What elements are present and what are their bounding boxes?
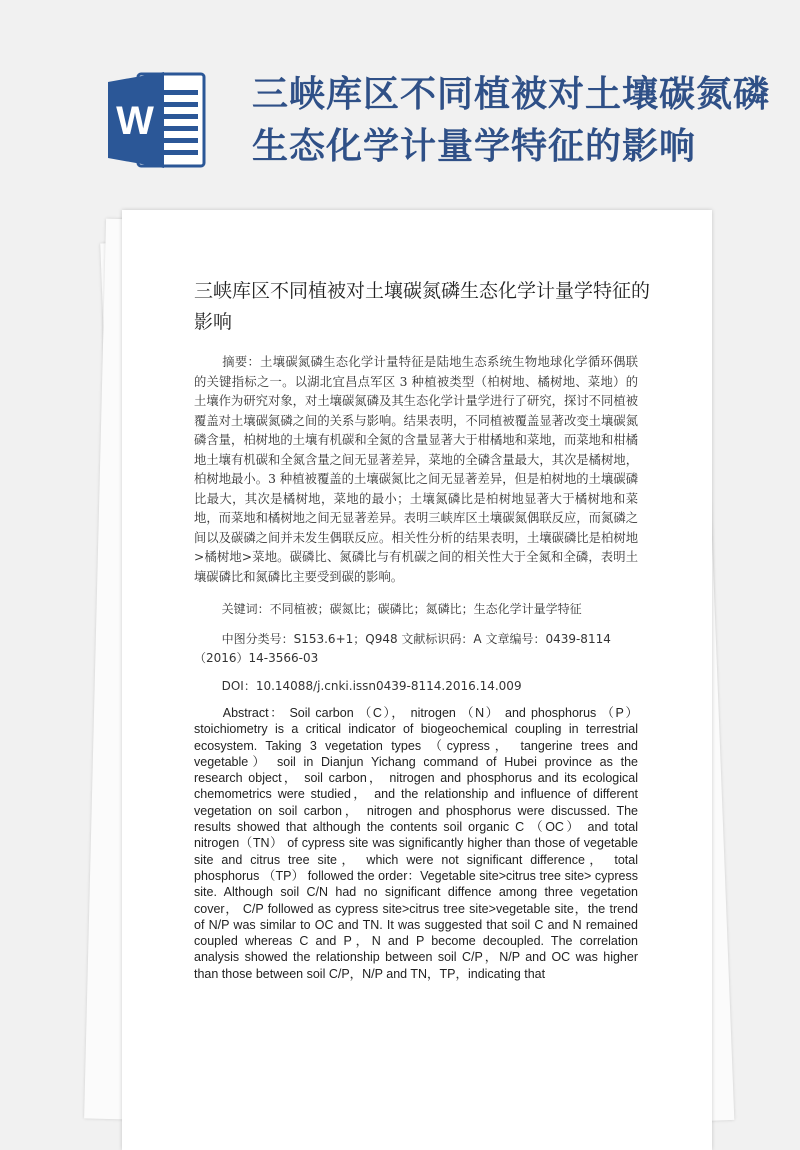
- paper-title: 三峡库区不同植被对土壤碳氮磷生态化学计量学特征的影响: [194, 280, 651, 333]
- header-banner: [0, 0, 800, 200]
- word-document-icon: [108, 70, 208, 170]
- chinese-abstract: 摘要：土壤碳氮磷生态化学计量特征是陆地生态系统生物地球化学循环偶联的关键指标之一。以湖北宜昌点军区 3 种植被类型（柏树地、橘树地、菜地）的土壤作为研究对象，对土壤碳氮磷及其生态化学计量学进行了研究，探讨不同植被覆盖对土壤碳氮磷之间的关系与影响。结果表明，不同植被覆盖显著改变土壤碳氮磷含量，柏树地的土壤有机碳和全氮的含量显著大于柑橘地和菜地，而菜地和柑橘地土壤有机碳和全氮含量之间无显著差异，菜地的全磷含量最大，其次是橘树地，柏树地最小。3 种植被覆盖的土壤碳氮比之间无显著差异，但是柏树地的土壤碳磷比最大，其次是橘树地，菜地的最小；土壤氮磷比是柏树地显著大于橘树地和菜地，而菜地和橘树地之间无显著差异。表明三峡库区土壤碳氮偶联反应，而氮磷之间以及碳磷之间并未发生偶联反应。相关性分析的结果表明，土壤碳磷比是柏树地>橘树地>菜地。碳磷比、氮磷比与有机碳之间的相关性大于全氮和全磷，表明土壤碳磷比和氮磷比主要受到碳的影响。: [194, 355, 638, 584]
- keywords-line: 关键词：不同植被；碳氮比；碳磷比；氮磷比；生态化学计量学特征: [221, 602, 582, 616]
- doi-line: DOI：10.14088/j.cnki.issn0439-8114.2016.14.009: [221, 679, 522, 693]
- english-abstract: Abstract： Soil carbon （C）， nitrogen （N） and phosphorus （P） stoichiometry is a critical indicator of biogeochemical coupling in terrestrial ecosystem. Taking 3 vegetation types （cypress， tangerine trees and vegetable） soil in Dianjun Yichang command of Hubei province as the research object， soil carbon， nitrogen and phosphorus and its ecological chemometrics were studied， and the relationship and influence of different vegetation on soil carbon， nitrogen and phosphorus were discussed. The results showed that although the contents soil organic C （OC） and total nitrogen（TN） of cypress site was significantly higher than those of vegetable site and citrus tree site， which were not significant difference， total phosphorus （TP） followed the order：Vegetable site>citrus tree site> cypress site. Although soil C/N had no significant diffence among three vegetation cover， C/P followed as cypress site>citrus tree site>vegetable site，the trend of N/P was similar to OC and TN. It was suggested that soil C and N remained coupled whereas C and P，N and P become decoupled. The correlation analysis showed the relationship between soil C/P，N/P and OC was higher than those between soil C/P，N/P and TN，TP，indicating that: [194, 706, 638, 981]
- header-title: 三峡库区不同植被对土壤碳氮磷生态化学计量学特征的影响: [252, 73, 771, 167]
- classification-line: 中图分类号：S153.6+1；Q948 文献标识码：A 文章编号：0439-8114（2016）14-3566-03: [194, 632, 611, 665]
- document-page: [122, 210, 712, 1150]
- svg-text:W: W: [116, 99, 154, 143]
